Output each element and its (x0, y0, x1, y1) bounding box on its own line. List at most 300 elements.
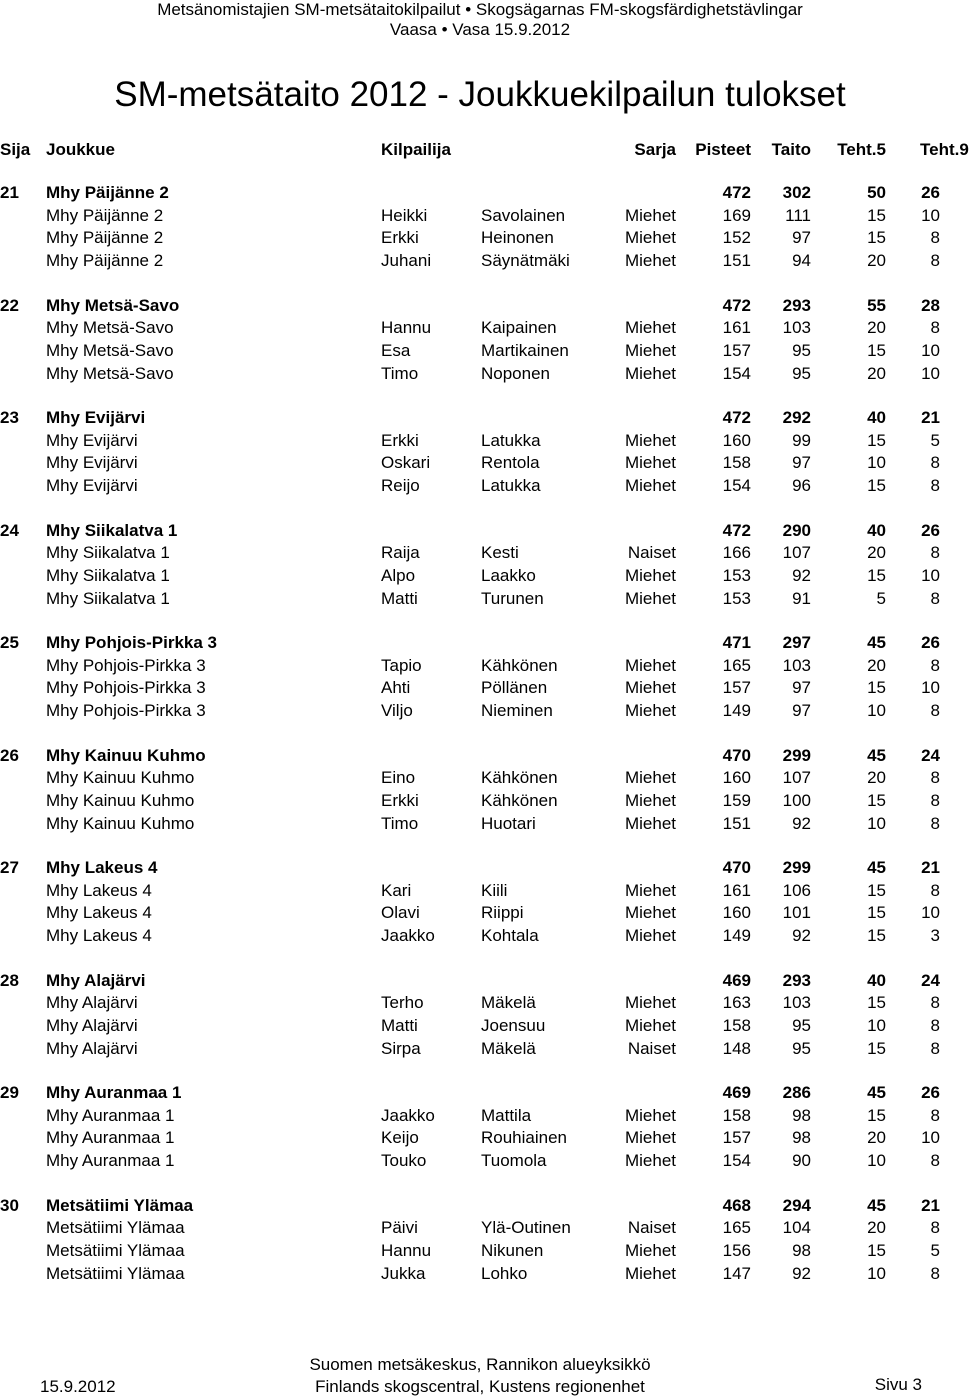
col-kilpailija: Kilpailija (381, 140, 451, 159)
member-row (0, 767, 960, 789)
member-taito: 91 (792, 588, 811, 608)
team-row (0, 520, 960, 542)
member-points: 161 (722, 880, 751, 900)
team-taito: 293 (782, 970, 811, 990)
member-team: Mhy Päijänne 2 (46, 251, 164, 271)
team-taito: 286 (782, 1083, 811, 1102)
member-row (0, 902, 960, 924)
member-points: 157 (722, 340, 751, 360)
member-teht5: 15 (867, 205, 886, 225)
member-teht9: 8 (930, 1038, 940, 1058)
member-teht5: 15 (867, 340, 886, 360)
member-last-name: Kähkönen (481, 790, 558, 810)
team-row (0, 1082, 960, 1104)
member-team: Mhy Kainuu Kuhmo (46, 790, 195, 810)
team-rank: 21 (0, 183, 19, 202)
member-first-name: Hannu (381, 318, 432, 338)
member-teht5: 20 (867, 1218, 886, 1238)
member-team: Mhy Auranmaa 1 (46, 1151, 175, 1171)
team-points: 469 (722, 970, 751, 990)
member-points: 153 (722, 588, 751, 608)
member-first-name: Matti (381, 1015, 418, 1035)
member-taito: 92 (792, 1263, 811, 1283)
team-teht9: 26 (921, 183, 940, 202)
member-last-name: Kähkönen (481, 768, 558, 788)
member-last-name: Pöllänen (481, 678, 548, 698)
footer-org-sv: Finlands skogscentral, Kustens regionenhet (315, 1377, 645, 1396)
member-teht5: 15 (867, 1105, 886, 1125)
team-teht5: 40 (867, 970, 886, 990)
team-taito: 302 (782, 183, 811, 202)
member-sarja: Miehet (624, 993, 676, 1013)
member-row (0, 992, 960, 1014)
member-teht5: 20 (867, 363, 886, 383)
member-last-name: Latukka (481, 476, 541, 496)
member-teht5: 20 (867, 655, 886, 675)
team-teht5: 40 (867, 520, 886, 540)
member-row (0, 363, 960, 385)
team-rank: 28 (0, 970, 19, 990)
team-teht5: 45 (867, 1083, 886, 1102)
member-teht5: 20 (867, 543, 886, 563)
footer-page: Sivu 3 (874, 1375, 922, 1394)
member-points: 158 (722, 453, 751, 473)
member-team: Mhy Päijänne 2 (46, 205, 164, 225)
team-rank: 26 (0, 745, 19, 765)
member-points: 169 (722, 205, 751, 225)
team-name: Metsätiimi Ylämaa (46, 1195, 194, 1215)
team-points: 470 (722, 745, 751, 765)
col-joukkue: Joukkue (46, 140, 115, 159)
member-first-name: Heikki (381, 205, 428, 225)
team-points: 472 (722, 183, 751, 202)
team-teht5: 55 (867, 295, 886, 315)
member-teht5: 15 (867, 1240, 886, 1260)
member-row (0, 430, 960, 452)
member-teht9: 8 (930, 880, 940, 900)
member-teht5: 15 (867, 903, 886, 923)
member-first-name: Reijo (381, 476, 420, 496)
member-sarja: Miehet (624, 340, 676, 360)
team-teht5: 45 (867, 858, 886, 877)
member-sarja: Naiset (627, 1038, 676, 1058)
member-sarja: Miehet (624, 476, 676, 496)
member-teht9: 8 (930, 993, 940, 1013)
team-points: 472 (722, 408, 751, 427)
member-teht9: 8 (930, 655, 940, 675)
member-team: Mhy Pohjois-Pirkka 3 (46, 655, 206, 675)
member-row (0, 677, 960, 699)
member-sarja: Miehet (624, 813, 676, 833)
team-teht9: 21 (921, 1195, 940, 1215)
member-first-name: Ahti (381, 678, 411, 698)
team-taito: 294 (782, 1195, 811, 1215)
member-taito: 92 (792, 926, 811, 946)
footer-date: 15.9.2012 (40, 1377, 116, 1396)
member-sarja: Naiset (627, 1218, 676, 1238)
member-teht9: 8 (930, 1015, 940, 1035)
team-points: 468 (722, 1195, 751, 1215)
team-row (0, 970, 960, 992)
member-team: Metsätiimi Ylämaa (46, 1240, 185, 1260)
member-teht5: 15 (867, 565, 886, 585)
member-points: 158 (722, 1015, 751, 1035)
member-last-name: Kiili (481, 880, 508, 900)
member-last-name: Rentola (481, 453, 540, 473)
member-last-name: Nikunen (481, 1240, 544, 1260)
member-row (0, 565, 960, 587)
member-last-name: Noponen (481, 363, 551, 383)
member-first-name: Hannu (381, 1240, 432, 1260)
member-teht5: 15 (867, 993, 886, 1013)
team-rank: 23 (0, 408, 19, 427)
member-points: 154 (722, 1151, 751, 1171)
team-name: Mhy Kainuu Kuhmo (46, 745, 206, 765)
member-sarja: Miehet (624, 1105, 676, 1125)
member-taito: 101 (782, 903, 811, 923)
member-first-name: Timo (381, 813, 419, 833)
member-team: Mhy Lakeus 4 (46, 880, 152, 900)
member-teht5: 10 (867, 1015, 886, 1035)
member-team: Mhy Metsä-Savo (46, 318, 174, 338)
member-points: 158 (722, 1105, 751, 1125)
team-teht9: 26 (921, 1083, 940, 1102)
member-first-name: Oskari (381, 453, 431, 473)
member-teht5: 20 (867, 251, 886, 271)
member-teht5: 15 (867, 1038, 886, 1058)
member-teht5: 15 (867, 228, 886, 248)
member-taito: 106 (782, 880, 811, 900)
member-taito: 94 (792, 251, 811, 271)
member-first-name: Eino (381, 768, 416, 788)
member-last-name: Ylä-Outinen (481, 1218, 571, 1238)
member-last-name: Riippi (481, 903, 524, 923)
member-taito: 99 (792, 430, 811, 450)
member-first-name: Timo (381, 363, 419, 383)
member-row (0, 250, 960, 272)
team-row (0, 745, 960, 767)
member-sarja: Miehet (624, 678, 676, 698)
team-rank: 27 (0, 858, 19, 877)
member-last-name: Savolainen (481, 205, 566, 225)
member-points: 151 (722, 813, 751, 833)
col-sarja: Sarja (634, 140, 676, 159)
member-taito: 97 (792, 701, 811, 721)
member-teht5: 10 (867, 701, 886, 721)
member-row (0, 227, 960, 249)
col-sija: Sija (0, 140, 31, 159)
member-team: Mhy Auranmaa 1 (46, 1128, 175, 1148)
member-teht5: 15 (867, 430, 886, 450)
member-sarja: Miehet (624, 1015, 676, 1035)
member-row (0, 925, 960, 947)
member-taito: 103 (782, 318, 811, 338)
member-last-name: Mäkelä (481, 1038, 536, 1058)
member-taito: 95 (792, 1038, 811, 1058)
member-row (0, 700, 960, 722)
member-team: Mhy Pohjois-Pirkka 3 (46, 701, 206, 721)
member-team: Mhy Siikalatva 1 (46, 565, 170, 585)
team-teht9: 26 (921, 520, 940, 540)
member-row (0, 475, 960, 497)
team-teht5: 45 (867, 745, 886, 765)
member-teht5: 10 (867, 1151, 886, 1171)
team-teht5: 45 (867, 1195, 886, 1215)
team-points: 472 (722, 295, 751, 315)
member-teht9: 10 (921, 678, 940, 698)
member-row (0, 452, 960, 474)
member-sarja: Miehet (624, 1151, 676, 1171)
member-first-name: Esa (381, 340, 411, 360)
team-row (0, 857, 960, 879)
team-taito: 293 (782, 295, 811, 315)
member-points: 154 (722, 363, 751, 383)
member-taito: 111 (785, 205, 811, 225)
member-last-name: Latukka (481, 430, 541, 450)
team-taito: 299 (782, 745, 811, 765)
member-teht5: 15 (867, 476, 886, 496)
page-title: SM-metsätaito 2012 - Joukkuekilpailun tulokset (114, 75, 846, 114)
member-first-name: Matti (381, 588, 418, 608)
member-teht9: 8 (930, 588, 940, 608)
member-team: Mhy Evijärvi (46, 453, 138, 473)
member-points: 156 (722, 1240, 751, 1260)
member-points: 166 (722, 543, 751, 563)
member-taito: 107 (782, 768, 811, 788)
member-teht9: 8 (930, 543, 940, 563)
member-points: 163 (722, 993, 751, 1013)
member-teht5: 15 (867, 926, 886, 946)
member-taito: 104 (782, 1218, 811, 1238)
member-row (0, 588, 960, 610)
member-first-name: Viljo (381, 701, 413, 721)
member-teht9: 10 (921, 1128, 940, 1148)
member-last-name: Mattila (481, 1105, 532, 1125)
member-sarja: Miehet (624, 1240, 676, 1260)
member-team: Mhy Siikalatva 1 (46, 588, 170, 608)
team-rank: 22 (0, 295, 19, 315)
member-row (0, 340, 960, 362)
team-teht9: 21 (921, 408, 940, 427)
member-taito: 98 (792, 1105, 811, 1125)
member-teht5: 15 (867, 790, 886, 810)
member-sarja: Miehet (624, 701, 676, 721)
member-team: Metsätiimi Ylämaa (46, 1263, 185, 1283)
member-team: Mhy Evijärvi (46, 476, 138, 496)
member-team: Mhy Auranmaa 1 (46, 1105, 175, 1125)
member-row (0, 1240, 960, 1262)
member-team: Mhy Päijänne 2 (46, 228, 164, 248)
member-last-name: Laakko (481, 565, 536, 585)
member-row (0, 1150, 960, 1172)
member-points: 147 (722, 1263, 751, 1283)
team-teht5: 45 (867, 633, 886, 652)
member-teht5: 20 (867, 768, 886, 788)
member-teht9: 10 (921, 340, 940, 360)
member-first-name: Jaakko (381, 1105, 435, 1125)
member-teht5: 20 (867, 318, 886, 338)
member-teht9: 5 (930, 430, 940, 450)
member-first-name: Touko (381, 1151, 427, 1171)
member-teht5: 20 (867, 1128, 886, 1148)
team-name: Mhy Pohjois-Pirkka 3 (46, 633, 217, 652)
team-rank: 25 (0, 633, 19, 652)
member-last-name: Martikainen (481, 340, 569, 360)
member-sarja: Miehet (624, 363, 676, 383)
member-teht9: 8 (930, 453, 940, 473)
member-taito: 97 (792, 678, 811, 698)
member-points: 148 (722, 1038, 751, 1058)
member-taito: 95 (792, 363, 811, 383)
member-sarja: Naiset (627, 543, 676, 563)
member-points: 149 (722, 701, 751, 721)
member-last-name: Rouhiainen (481, 1128, 568, 1148)
member-teht5: 10 (867, 813, 886, 833)
member-sarja: Miehet (624, 1128, 676, 1148)
member-sarja: Miehet (624, 880, 676, 900)
member-last-name: Nieminen (481, 701, 553, 721)
member-sarja: Miehet (624, 588, 676, 608)
member-last-name: Tuomola (481, 1151, 547, 1171)
team-name: Mhy Auranmaa 1 (46, 1083, 182, 1102)
member-points: 149 (722, 926, 751, 946)
member-row (0, 1217, 960, 1239)
team-points: 471 (722, 633, 751, 652)
member-first-name: Jaakko (381, 926, 435, 946)
member-points: 151 (722, 251, 751, 271)
member-last-name: Mäkelä (481, 993, 536, 1013)
member-teht9: 8 (930, 790, 940, 810)
member-sarja: Miehet (624, 228, 676, 248)
member-teht9: 8 (930, 476, 940, 496)
header-line-2: Vaasa • Vasa 15.9.2012 (389, 20, 571, 39)
member-sarja: Miehet (624, 453, 676, 473)
member-last-name: Huotari (481, 813, 536, 833)
member-sarja: Miehet (624, 565, 676, 585)
member-team: Metsätiimi Ylämaa (46, 1218, 185, 1238)
member-sarja: Miehet (624, 318, 676, 338)
member-first-name: Juhani (381, 251, 432, 271)
member-points: 161 (722, 318, 751, 338)
team-points: 472 (722, 520, 751, 540)
member-teht5: 5 (876, 588, 886, 608)
team-teht9: 24 (921, 970, 940, 990)
member-last-name: Heinonen (481, 228, 554, 248)
member-row (0, 790, 960, 812)
member-taito: 97 (792, 453, 811, 473)
member-first-name: Päivi (381, 1218, 418, 1238)
team-row (0, 407, 960, 429)
team-row (0, 632, 960, 654)
member-team: Mhy Siikalatva 1 (46, 543, 170, 563)
member-sarja: Miehet (624, 1263, 676, 1283)
member-points: 159 (722, 790, 751, 810)
member-points: 160 (722, 430, 751, 450)
team-name: Mhy Siikalatva 1 (46, 520, 178, 540)
team-row (0, 295, 960, 317)
member-teht9: 10 (921, 903, 940, 923)
member-teht9: 3 (930, 926, 940, 946)
member-row (0, 1263, 960, 1285)
member-taito: 90 (792, 1151, 811, 1171)
member-teht9: 8 (930, 318, 940, 338)
member-team: Mhy Alajärvi (46, 993, 138, 1013)
member-team: Mhy Alajärvi (46, 1015, 138, 1035)
team-teht5: 40 (867, 408, 886, 427)
member-teht5: 10 (867, 1263, 886, 1283)
member-last-name: Joensuu (481, 1015, 546, 1035)
team-taito: 292 (782, 408, 811, 427)
member-first-name: Sirpa (381, 1038, 421, 1058)
member-row (0, 880, 960, 902)
team-teht9: 26 (921, 633, 940, 652)
team-name: Mhy Päijänne 2 (46, 183, 169, 202)
member-teht9: 8 (930, 251, 940, 271)
member-team: Mhy Kainuu Kuhmo (46, 813, 195, 833)
member-first-name: Raija (381, 543, 420, 563)
member-points: 165 (722, 1218, 751, 1238)
member-taito: 103 (782, 655, 811, 675)
member-first-name: Terho (381, 993, 424, 1013)
member-taito: 98 (792, 1240, 811, 1260)
member-row (0, 1038, 960, 1060)
member-taito: 92 (792, 565, 811, 585)
member-teht9: 8 (930, 768, 940, 788)
member-teht5: 15 (867, 880, 886, 900)
column-header-row (0, 139, 969, 161)
team-name: Mhy Evijärvi (46, 408, 146, 427)
member-last-name: Säynätmäki (481, 251, 570, 271)
member-teht9: 8 (930, 228, 940, 248)
member-taito: 100 (782, 790, 811, 810)
member-sarja: Miehet (624, 251, 676, 271)
member-first-name: Jukka (381, 1263, 426, 1283)
member-taito: 103 (782, 993, 811, 1013)
team-teht9: 24 (921, 745, 940, 765)
member-sarja: Miehet (624, 903, 676, 923)
team-row (0, 1195, 960, 1217)
member-team: Mhy Metsä-Savo (46, 340, 174, 360)
member-teht9: 8 (930, 701, 940, 721)
member-first-name: Erkki (381, 228, 419, 248)
member-points: 157 (722, 1128, 751, 1148)
member-first-name: Erkki (381, 430, 419, 450)
member-taito: 96 (792, 476, 811, 496)
member-taito: 98 (792, 1128, 811, 1148)
member-taito: 97 (792, 228, 811, 248)
member-first-name: Keijo (381, 1128, 419, 1148)
footer-org-fi: Suomen metsäkeskus, Rannikon alueyksikkö (309, 1355, 651, 1374)
member-row (0, 542, 960, 564)
member-teht9: 5 (930, 1240, 940, 1260)
member-first-name: Kari (381, 880, 412, 900)
team-points: 470 (722, 858, 751, 877)
team-teht9: 21 (921, 858, 940, 877)
member-first-name: Tapio (381, 655, 422, 675)
team-teht5: 50 (867, 183, 886, 202)
member-sarja: Miehet (624, 655, 676, 675)
member-teht9: 8 (930, 1105, 940, 1125)
member-points: 160 (722, 768, 751, 788)
member-points: 154 (722, 476, 751, 496)
member-sarja: Miehet (624, 790, 676, 810)
team-rank: 29 (0, 1083, 19, 1102)
member-sarja: Miehet (624, 205, 676, 225)
col-teht5: Teht.5 (837, 140, 886, 159)
member-last-name: Turunen (481, 588, 544, 608)
team-rank: 24 (0, 520, 19, 540)
member-team: Mhy Kainuu Kuhmo (46, 768, 195, 788)
